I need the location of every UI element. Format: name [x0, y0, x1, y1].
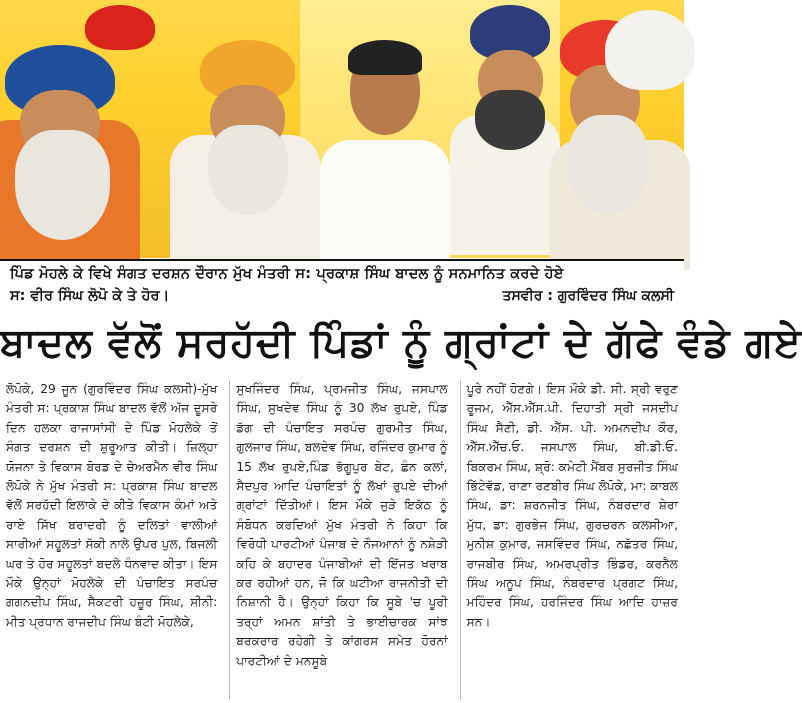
news-photo: [0, 0, 684, 258]
article-column-3: ਪੂਰੇ ਨਹੀਂ ਹੋਣਗੇ। ਇਸ ਮੌਕੇ ਡੀ. ਸੀ. ਸ੍ਰੀ ਵਰੁਣ ਰੂਜਮ, ਐੱਸ.ਐੱਸ.ਪੀ. ਦਿਹਾਤੀ ਸ੍ਰੀ ਜਸਦੀਪ ਸਿੰਘ ਸੈਣੀ, ਡੀ. ਐੱਸ. ਪੀ. ਅਮਨਦੀਪ ਕੌਰ, ਐੱਸ.ਐੱਚ.ਓ. ਜਸਪਾਲ ਸਿੰਘ, ਬੀ.ਡੀ.ਓ. ਬਿਕਰਮ ਸਿੰਘ, ਸ਼੍ਰੋ: ਕਮੇਟੀ ਮੈਂਬਰ ਸੁਰਜੀਤ ਸਿੰਘ ਭਿੱਟੇਵੱਡ, ਰਾਣਾ ਰਣਬੀਰ ਸਿੰਘ ਲੋਪੋਕੇ, ਮਾ: ਕਾਬਲ ਸਿੰਘ, ਡਾ: ਸ਼ਰਨਜੀਤ ਸਿੰਘ, ਨੰਬਰਦਾਰ ਸ਼ੇਰਾ ਮੁੱਧ, ਡਾ: ਗੁਰਭੇਜ ਸਿੰਘ, ਗੁਰਚਰਨ ਕਲਸੀਆ, ਮੁਨੀਸ਼ ਕੁਮਾਰ, ਜਸਵਿੰਦਰ ਸਿੰਘ, ਨਛੱਤਰ ਸਿੰਘ, ਰਾਜਬੀਰ ਸਿੰਘ, ਅਮਰਪ੍ਰੀਤ ਭਿੰਡਰ, ਕਰਨੈਲ ਸਿੰਘ ਅਨੂਪ ਸਿੰਘ, ਨੰਬਰਦਾਰ ਪ੍ਰਗਟ ਸਿੰਘ, ਮਹਿੰਦਰ ਸਿੰਘ, ਹਰਜਿੰਦਰ ਸਿੰਘ ਆਦਿ ਹਾਜ਼ਰ ਸਨ।: [460, 380, 678, 700]
headline: ਬਾਦਲ ਵੱਲੋਂ ਸਰਹੱਦੀ ਪਿੰਡਾਂ ਨੂੰ ਗ੍ਰਾਂਟਾਂ ਦੇ ਗੱਫੇ ਵੰਡੇ ਗਏ: [0, 320, 802, 366]
caption-text-line2: ਸ: ਵੀਰ ਸਿੰਘ ਲੋਪੋ ਕੇ ਤੇ ਹੋਰ।: [10, 288, 170, 304]
photo-turban-red: [85, 5, 155, 50]
photo-person-2: [170, 30, 320, 258]
caption-text-line1: ਪਿੰਡ ਮੋਹਲੇ ਕੇ ਵਿਖੇ ਸੰਗਤ ਦਰਸ਼ਨ ਦੌਰਾਨ ਮੁੱਖ ਮੰਤਰੀ ਸ: ਪ੍ਰਕਾਸ਼ ਸਿੰਘ ਬਾਦਲ ਨੂੰ ਸਨਮਾਨਿਤ ਕਰਦੇ ਹੋਏ: [10, 266, 564, 282]
photo-turban-white: [605, 10, 695, 90]
photo-caption: [0, 259, 684, 311]
photo-person-3: [320, 30, 450, 258]
article-column-2: ਸੁਖਜਿੰਦਰ ਸਿੰਘ, ਪ੍ਰਮਜੀਤ ਸਿੰਘ, ਜਸਪਾਲ ਸਿੰਘ, ਸੁਖਦੇਵ ਸਿੰਘ ਨੂੰ 30 ਲੱਖ ਰੁਪਏ, ਪਿੰਡ ਡੱਗ ਦੀ ਪੰਚਾਇਤ ਸਰਪੰਚ ਗੁਰਮੀਤ ਸਿੰਘ, ਗੁਲਜਾਰ ਸਿੰਘ, ਬਲਦੇਵ ਸਿੰਘ, ਰਜਿੰਦਰ ਕੁਮਾਰ ਨੂੰ 15 ਲੱਖ ਰੁਪਏ,ਪਿੰਡ ਭੱਗੂਪੁਰ ਬੇਟ, ਛੰਨ ਕਲਾਂ, ਸੈਦਪੁਰ ਆਦਿ ਪੰਚਾਇਤਾਂ ਨੂੰ ਲੱਖਾਂ ਰੁਪਏ ਦੀਆਂ ਗ੍ਰਾਂਟਾਂ ਦਿੱਤੀਆਂ। ਇਸ ਮੌਕੇ ਜੁੜੇ ਇਕੱਠ ਨੂੰ ਸੰਬੋਧਨ ਕਰਦਿਆਂ ਮੁੱਖ ਮੰਤਰੀ ਨੇ ਕਿਹਾ ਕਿ ਵਿਰੋਧੀ ਪਾਰਟੀਆਂ ਪੰਜਾਬ ਦੇ ਨੌਜਆਨਾਂ ਨੂੰ ਨਸ਼ੇੜੀ ਕਹਿ ਕੇ ਬਹਾਦਰ ਪੰਜਾਬੀਆਂ ਦੀ ਇੱਜਤ ਖਰਾਬ ਕਰ ਰਹੀਆਂ ਹਨ, ਜੋ ਕਿ ਘਟੀਆ ਰਾਜਨੀਤੀ ਦੀ ਨਿਸ਼ਾਨੀ ਹੈ। ਉਨ੍ਹਾਂ ਕਿਹਾ ਕਿ ਸੂਬੇ 'ਚ ਪੂਰੀ ਤਰ੍ਹਾਂ ਅਮਨ ਸ਼ਾਂਤੀ ਤੇ ਭਾਈਚਾਰਕ ਸਾਂਝ ਬਰਕਰਾਰ ਰਹੇਗੀ ਤੇ ਕਾਂਗਰਸ ਸਮੇਤ ਹੋਰਨਾਂ ਪਾਰਟੀਆਂ ਦੇ ਮਨਸੂਬੇ: [229, 380, 447, 700]
article-column-1: ਲੋਪੋਕੇ, 29 ਜੂਨ (ਗੁਰਵਿੰਦਰ ਸਿੰਘ ਕਲਸੀ)-ਮੁੱਖ ਮੰਤਰੀ ਸ: ਪ੍ਰਕਾਸ਼ ਸਿੰਘ ਬਾਦਲ ਵੱਲੋਂ ਅੱਜ ਦੂਸਰੇ ਦਿਨ ਹਲਕਾ ਰਾਜਾਸਾਂਸੀ ਦੇ ਪਿੰਡ ਮੋਹਲੇਕੇ ਤੋਂ ਸੰਗਤ ਦਰਸ਼ਨ ਦੀ ਸ਼ੁਰੂਆਤ ਕੀਤੀ। ਜ਼ਿਲ੍ਹਾ ਯੋਜਨਾ ਤੇ ਵਿਕਾਸ ਬੋਰਡ ਦੇ ਚੇਅਰਮੈਨ ਵੀਰ ਸਿੰਘ ਲੋਪੋਕੇ ਨੇ ਮੁੱਖ ਮੰਤਰੀ ਸ: ਪ੍ਰਕਾਸ਼ ਸਿੰਘ ਬਾਦਲ ਵੱਲੋਂ ਸਰਹੱਦੀ ਇਲਾਕੇ ਦੇ ਕੀਤੇ ਵਿਕਾਸ ਕੰਮਾਂ ਅਤੇ ਰਾਏ ਸਿੱਖ ਬਰਾਦਰੀ ਨੂੰ ਦਲਿਤਾਂ ਵਾਲੀਆਂ ਸਾਰੀਆਂ ਸਹੂਲਤਾਂ ਸੱਕੀ ਨਾਲੇ ਉਪਰ ਪੁਲ, ਬਿਜਲੀ ਘਰ ਤੇ ਹੋਰ ਸਹੂਲਤਾਂ ਬਦਲੇ ਧੰਨਵਾਦ ਕੀਤਾ। ਇਸ ਮੌਕੇ ਉਨ੍ਹਾਂ ਮੋਹਲੇਕੇ ਦੀ ਪੰਚਾਇਤ ਸਰਪੰਚ ਗਗਨਦੀਪ ਸਿੰਘ, ਸੈਕਟਰੀ ਹਜ਼ੂਰ ਸਿੰਘ, ਸੀਨੀ: ਮੀਤ ਪ੍ਰਧਾਨ ਰਾਜਦੀਪ ਸਿੰਘ ਬੰਟੀ ਮੋਹਲੇਕੇ,: [6, 382, 218, 629]
photo-credit: ਤਸਵੀਰ : ਗੁਰਵਿੰਦਰ ਸਿੰਘ ਕਲਸੀ: [502, 288, 674, 304]
article-body: [6, 380, 678, 700]
